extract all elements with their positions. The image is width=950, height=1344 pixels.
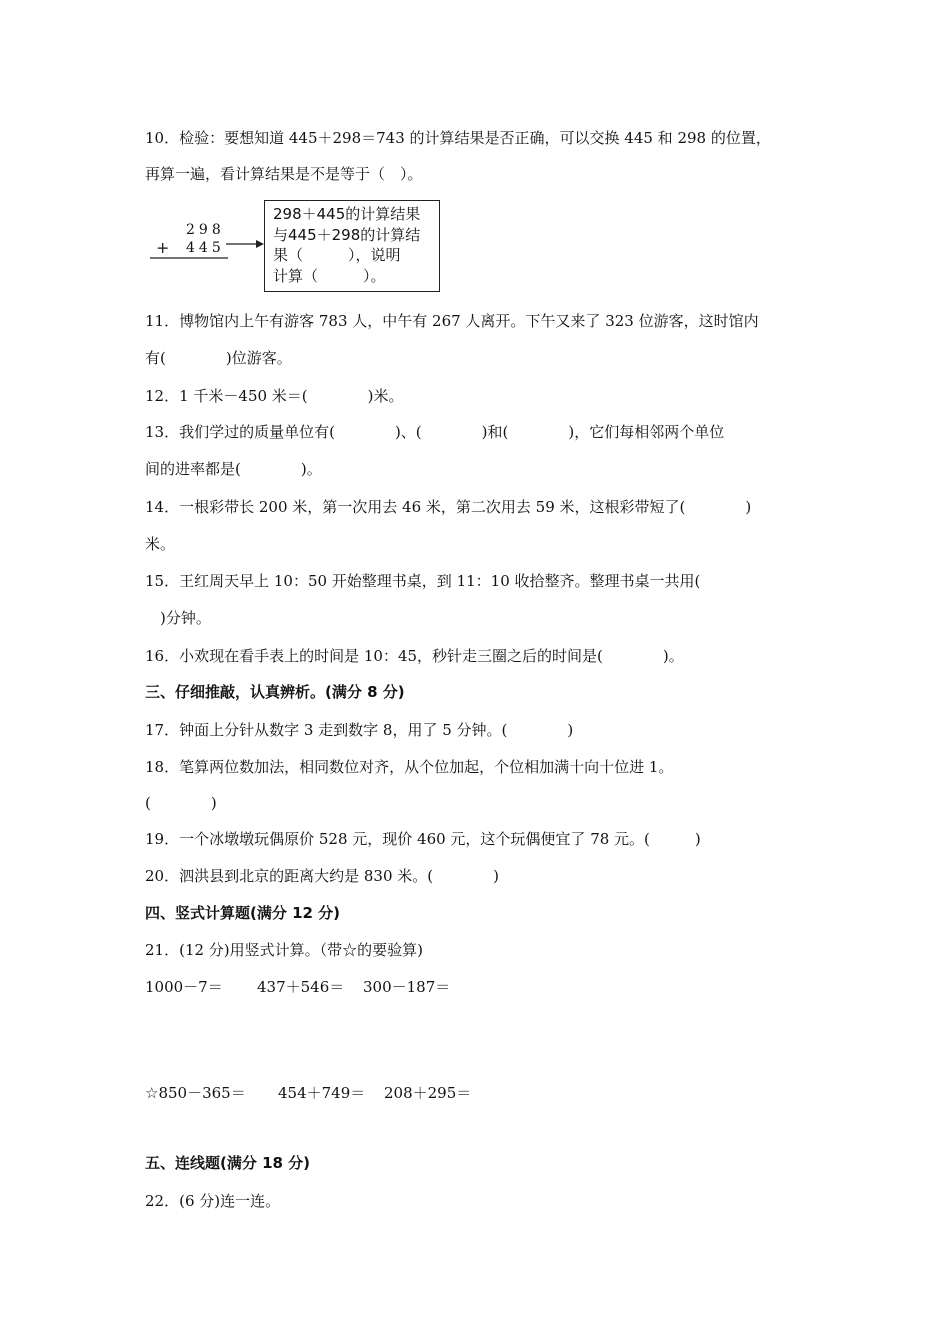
q22-line: 22．(6 分)连一连。 (145, 1192, 281, 1210)
q13-line2: 间的进率都是( )。 (145, 460, 322, 478)
q15-line2: )分钟。 (145, 609, 211, 627)
q14-line2: 米。 (145, 535, 176, 553)
q14-line1: 14．一根彩带长 200 米，第一次用去 46 米，第二次用去 59 米，这根彩带短了( ) (145, 498, 752, 516)
calc-item: ☆850－365＝ (145, 1084, 246, 1102)
q11-line1: 11．博物馆内上午有游客 783 人，中午有 267 人离开。下午又来了 323 位游客，这时馆内 (145, 312, 759, 330)
vertical-top-number: 298 (186, 222, 225, 238)
arrow-head-icon (256, 240, 264, 248)
q18-line2: ( ) (145, 794, 217, 812)
q11-line2: 有( )位游客。 (145, 349, 292, 367)
calc-item: 437＋546＝ (257, 978, 345, 996)
section-4-heading: 四、竖式计算题(满分 12 分) (145, 904, 341, 922)
section-3-heading: 三、仔细推敲，认真辨析。(满分 8 分) (145, 683, 405, 701)
q10-line1: 10．检验：要想知道 445＋298＝743 的计算结果是否正确，可以交换 445 和 298 的位置， (145, 129, 771, 147)
q13-line1: 13．我们学过的质量单位有( )、( )和( )，它们每相邻两个单位 (145, 423, 725, 441)
calc-item: 300－187＝ (363, 978, 451, 996)
q20-line: 20．泗洪县到北京的距离大约是 830 米。( ) (145, 867, 499, 885)
q21-line: 21．(12 分)用竖式计算。（带☆的要验算) (145, 941, 423, 959)
q15-line1: 15．王红周天早上 10：50 开始整理书桌，到 11：10 收拾整齐。整理书桌一共用( (145, 572, 701, 590)
box-line: 与445＋298的计算结 (273, 225, 421, 244)
calc-item: 1000－7＝ (145, 978, 223, 996)
q16-line: 16．小欢现在看手表上的时间是 10：45，秒针走三圈之后的时间是( )。 (145, 647, 684, 665)
box-line: 果（ ），说明 (273, 246, 401, 264)
arrow-and-rule (148, 234, 266, 264)
q10-line2: 再算一遍，看计算结果是不是等于（ ）。 (145, 165, 423, 183)
q19-line: 19．一个冰墩墩玩偶原价 528 元，现价 460 元，这个玩偶便宜了 78 元。( ) (145, 830, 701, 848)
check-box (264, 200, 440, 292)
calc-item: 454＋749＝ (278, 1084, 366, 1102)
q12-line: 12．1 千米－450 米＝( )米。 (145, 387, 404, 405)
q17-line: 17．钟面上分针从数字 3 走到数字 8，用了 5 分钟。( ) (145, 721, 574, 739)
plus-sign: + (156, 238, 174, 257)
calc-item: 208＋295＝ (384, 1084, 472, 1102)
section-5-heading: 五、连线题(满分 18 分) (145, 1154, 311, 1172)
box-line: 298＋445的计算结果 (273, 205, 421, 223)
box-line: 计算（ ）。 (273, 266, 386, 285)
vertical-bottom-number: 445 (186, 240, 225, 256)
q18-line1: 18．笔算两位数加法，相同数位对齐，从个位加起，个位相加满十向十位进 1。 (145, 758, 674, 776)
